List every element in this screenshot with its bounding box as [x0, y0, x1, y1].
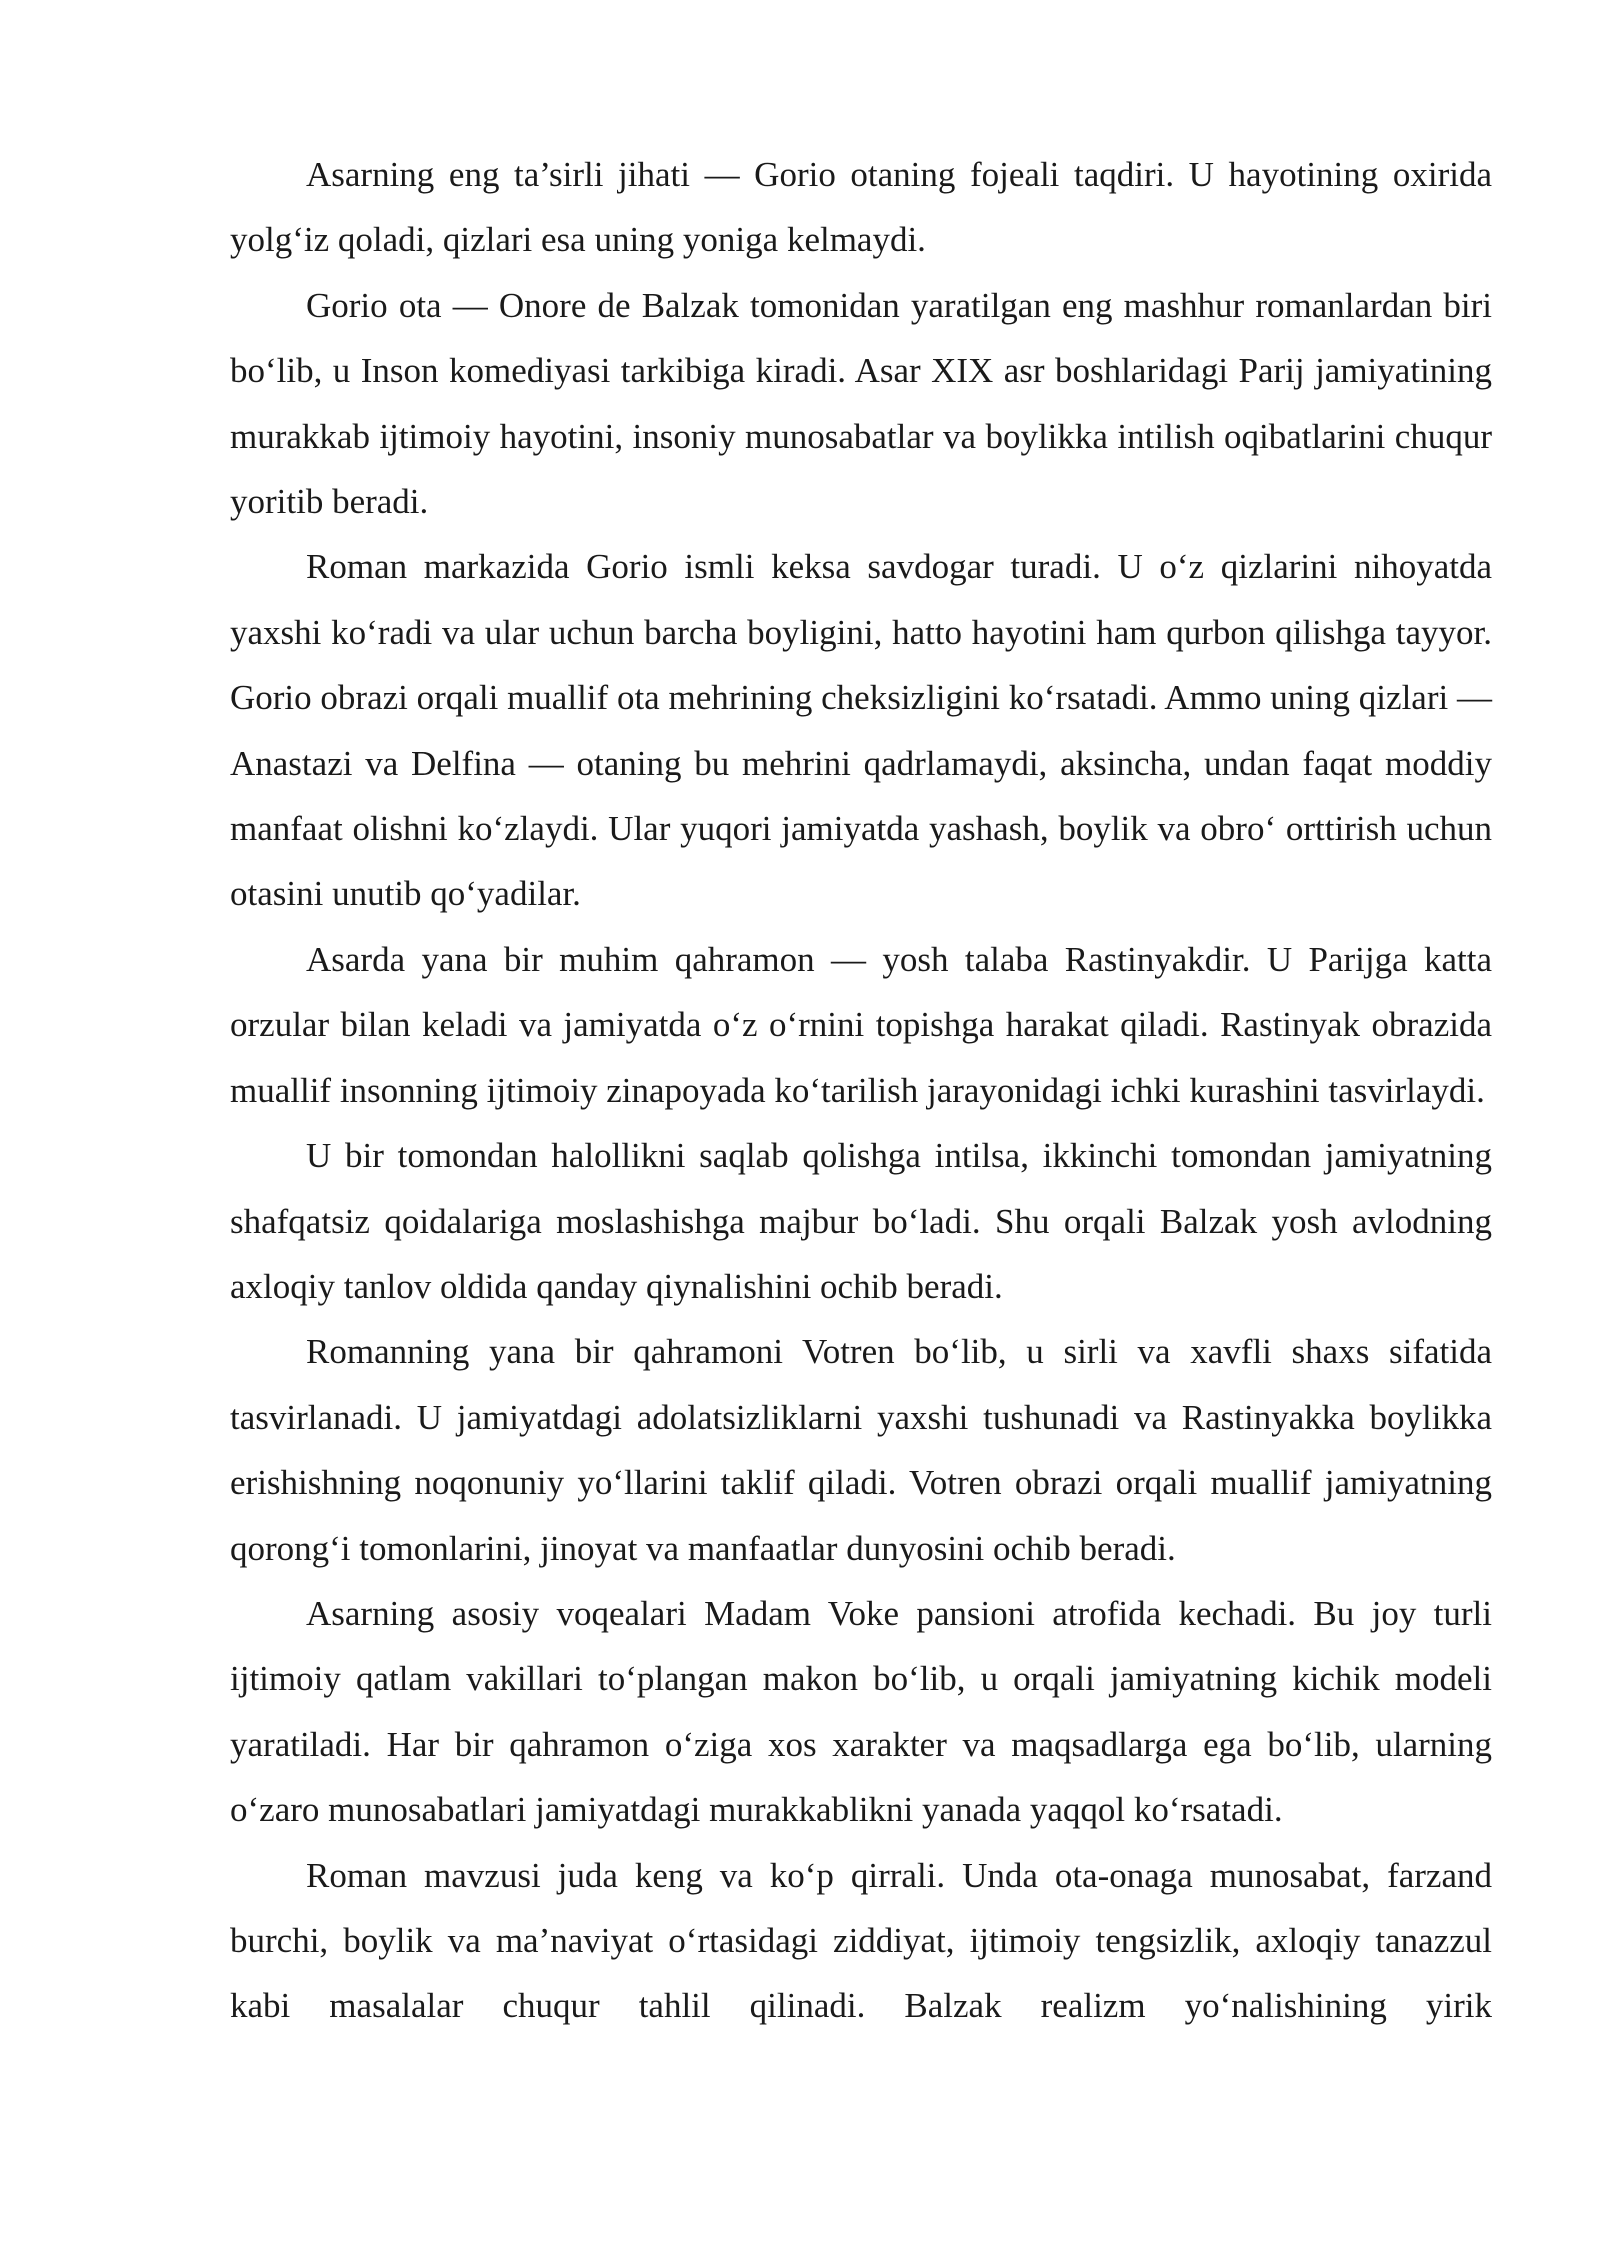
- paragraph: Asarda yana bir muhim qahramon — yosh talaba Rastinyakdir. U Parijga katta orzular bilan keladi va jamiyatda o‘z o‘rnini topishga harakat qiladi. Rastinyak obrazida muallif insonning ijtimoiy zinapoyada ko‘tarilish jarayonidagi ichki kurashini tasvirlaydi.: [230, 939, 1492, 1110]
- paragraph: Gorio ota — Onore de Balzak tomonidan yaratilgan eng mashhur romanlardan biri bo‘lib, u Inson komediyasi tarkibiga kiradi. Asar XIX asr boshlaridagi Parij jamiyatining murakkab ijtimoiy hayotini, insoniy munosabatlar va boylikka intilish oqibatlarini chuqur yoritib beradi.: [230, 285, 1492, 522]
- paragraph: U bir tomondan halollikni saqlab qolishga intilsa, ikkinchi tomondan jamiyatning shafqatsiz qoidalariga moslashishga majbur bo‘ladi. Shu orqali Balzak yosh avlodning axloqiy tanlov oldida qanday qiynalishini ochib beradi.: [230, 1136, 1492, 1306]
- paragraph: Asarning eng ta’sirli jihati — Gorio otaning fojeali taqdiri. U hayotining oxirida yolg‘iz qoladi, qizlari esa uning yoniga kelmaydi.: [230, 155, 1492, 260]
- paragraph: Roman markazida Gorio ismli keksa savdogar turadi. U o‘z qizlarini nihoyatda yaxshi ko‘radi va ular uchun barcha boyligini, hatto hayotini ham qurbon qilishga tayyor. Gorio obrazi orqali muallif ota mehrining cheksizligini ko‘rsatadi. Ammo uning qizlari — Anastazi va Delfina — otaning bu mehrini qadrlamaydi, aksincha, undan faqat moddiy manfaat olishni ko‘zlaydi. Ular yuqori jamiyatda yashash, boylik va obro‘ orttirish uchun otasini unutib qo‘yadilar.: [230, 547, 1492, 914]
- paragraph: Romanning yana bir qahramoni Votren bo‘lib, u sirli va xavfli shaxs sifatida tasvirlanadi. U jamiyatdagi adolatsizliklarni yaxshi tushunadi va Rastinyakka boylikka erishishning noqonuniy yo‘llarini taklif qiladi. Votren obrazi orqali muallif jamiyatning qorong‘i tomonlarini, jinoyat va manfaatlar dunyosini ochib beradi.: [230, 1332, 1492, 1568]
- paragraph-last: Roman mavzusi juda keng va ko‘p qirrali. Unda ota-onaga munosabat, farzand burchi, boylik va ma’naviyat o‘rtasidagi ziddiyat, ijtimoiy tengsizlik, axloqiy tanazzul kabi masalalar chuqur tahlil qilinadi. Balzak realizm yo‘nalishining yirik: [230, 1855, 1492, 2026]
- document-body: [230, 142, 1492, 2039]
- paragraph: Asarning asosiy voqealari Madam Voke pansioni atrofida kechadi. Bu joy turli ijtimoiy qatlam vakillari to‘plangan makon bo‘lib, u orqali jamiyatning kichik modeli yaratiladi. Har bir qahramon o‘ziga xos xarakter va maqsadlarga ega bo‘lib, ularning o‘zaro munosabatlari jamiyatdagi murakkablikni yanada yaqqol ko‘rsatadi.: [230, 1593, 1492, 1830]
